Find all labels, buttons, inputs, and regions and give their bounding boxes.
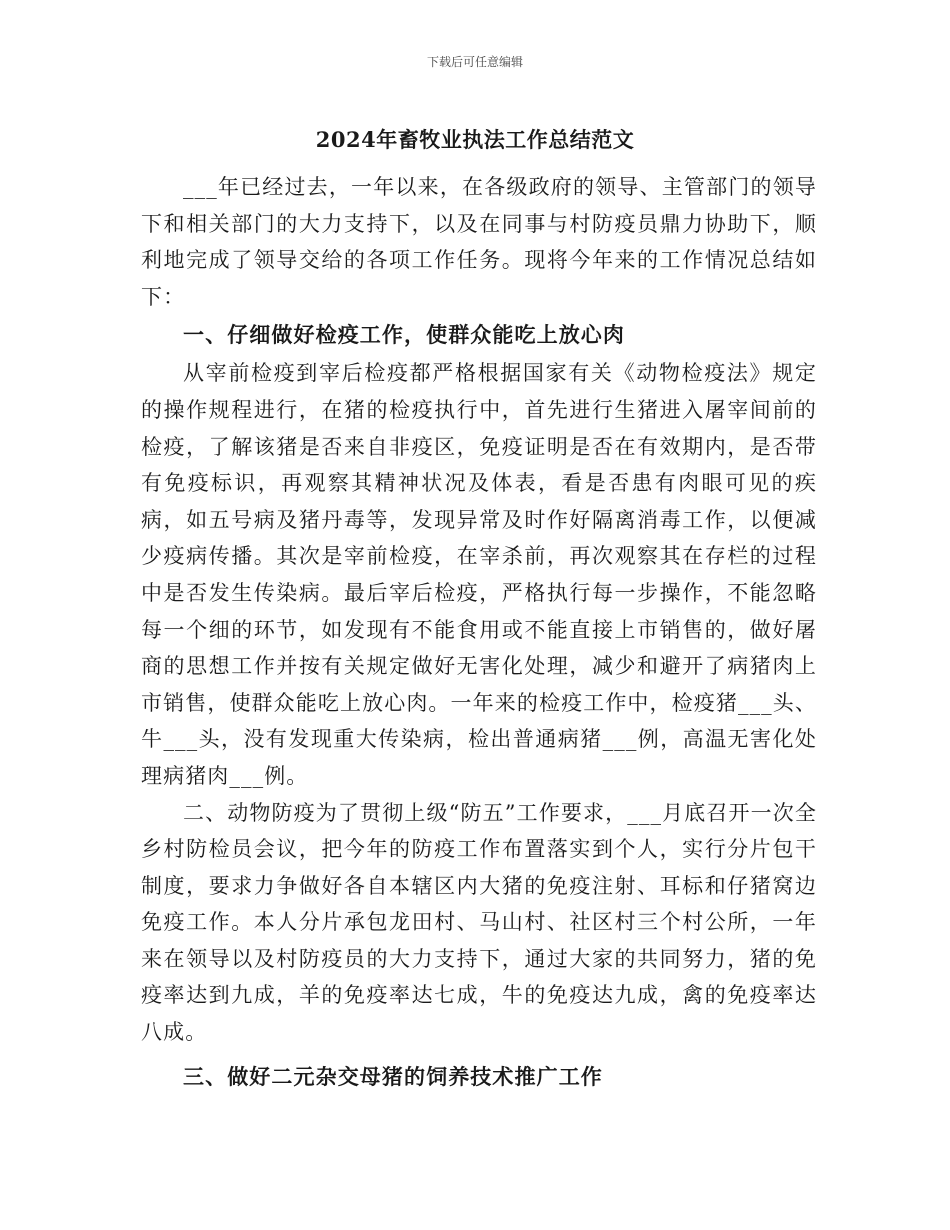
section-1-heading: 一、仔细做好检疫工作，使群众能吃上放心肉	[183, 322, 625, 348]
page-header-note: 下载后可任意编辑	[426, 55, 523, 69]
section-3-heading: 三、做好二元杂交母猪的饲养技术推广工作	[183, 1063, 603, 1089]
section-2-paragraph: 二、动物防疫为了贯彻上级“防五”工作要求，___月底召开一次全乡村防检员会议，把今年的防疫工作布置落实到个人，实行分片包干制度，要求力争做好各自本辖区内大猪的免疫注射、耳标和仔猪窝边免疫工作。本人分片承包龙田村、马山村、社区村三个村公所，一年来在领导以及村防疫员的大力支持下，通过大家的共同努力，猪的免疫率达到九成，羊的免疫率达七成，牛的免疫达九成，禽的免疫率达八成。	[141, 800, 817, 1045]
document-title: 2024年畜牧业执法工作总结范文	[315, 127, 635, 152]
intro-paragraph: ___年已经过去，一年以来，在各级政府的领导、主管部门的领导下和相关部门的大力支持下，以及在同事与村防疫员鼎力协助下，顺利地完成了领导交给的各项工作任务。现将今年来的工作情况总结如下：	[141, 175, 817, 309]
section-1-paragraph: 从宰前检疫到宰后检疫都严格根据国家有关《动物检疫法》规定的操作规程进行，在猪的检疫执行中，首先进行生猪进入屠宰间前的检疫，了解该猪是否来自非疫区，免疫证明是否在有效期内，是否带有免疫标识，再观察其精神状况及体表，看是否患有肉眼可见的疾病，如五号病及猪丹毒等，发现异常及时作好隔离消毒工作，以便减少疫病传播。其次是宰前检疫，在宰杀前，再次观察其在存栏的过程中是否发生传染病。最后宰后检疫，严格执行每一步操作，不能忽略每一个细的环节，如发现有不能食用或不能直接上市销售的，做好屠商的思想工作并按有关规定做好无害化处理，减少和避开了病猪肉上市销售，使群众能吃上放心肉。一年来的检疫工作中，检疫猪___头、牛___头，没有发现重大传染病，检出普通病猪___例，高温无害化处理病猪肉___例。	[141, 361, 817, 788]
document-body	[141, 169, 817, 1097]
